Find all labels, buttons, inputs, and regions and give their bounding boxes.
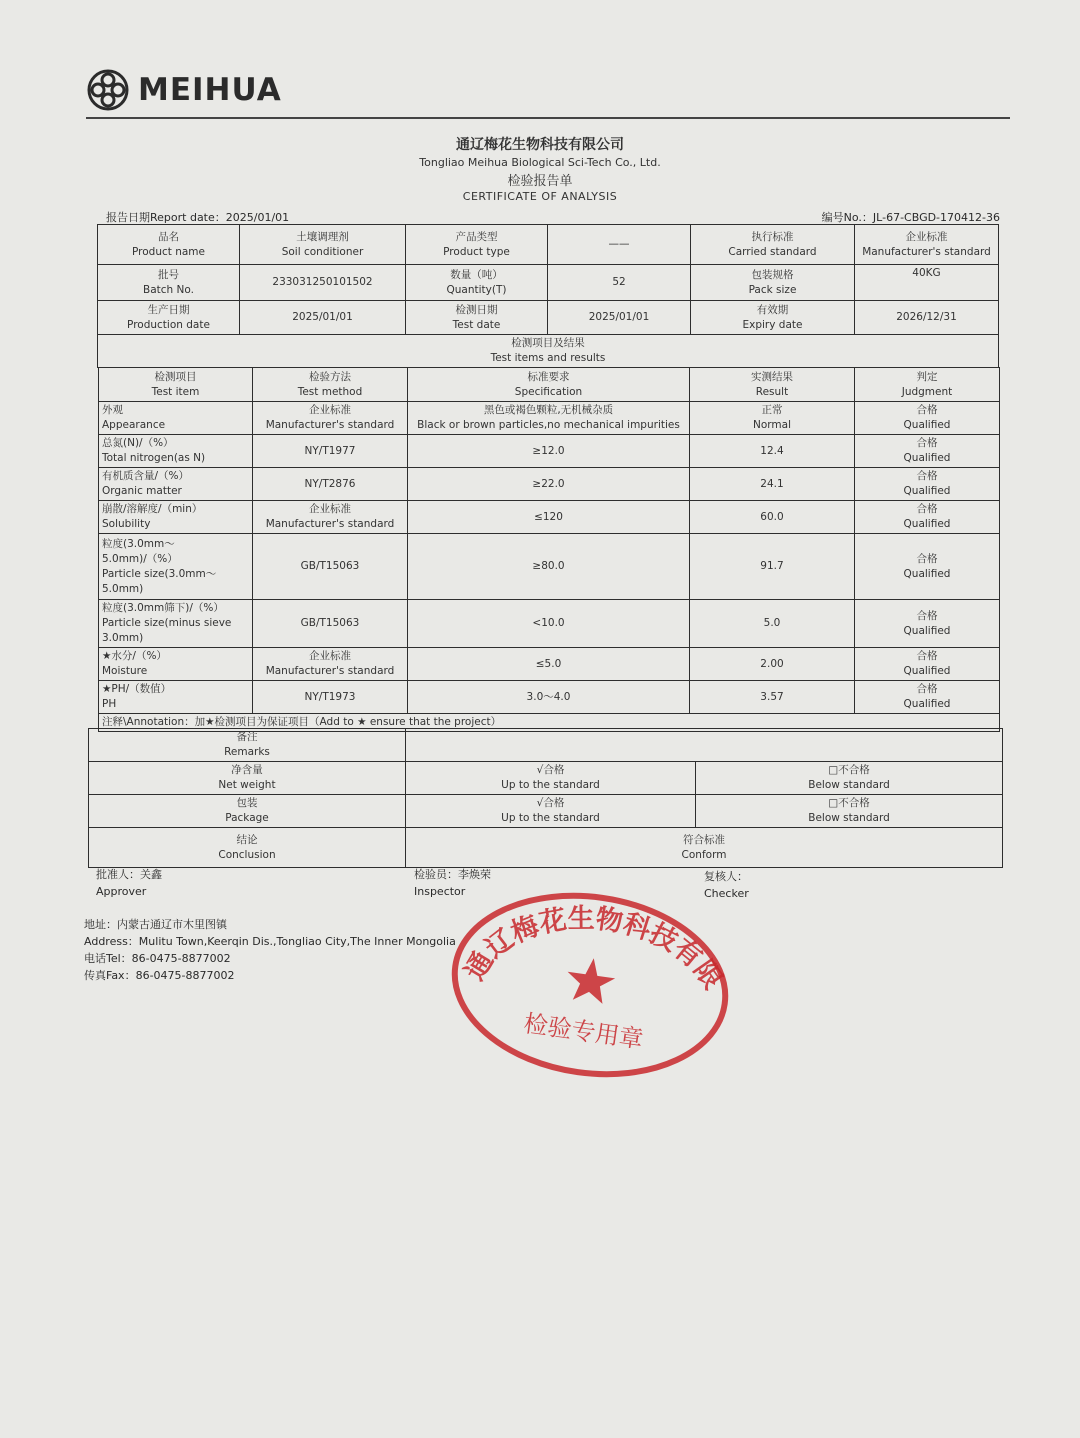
star-icon bbox=[564, 955, 618, 1005]
result-cell-item: 总氮(N)/（%） Total nitrogen(as N) bbox=[99, 435, 253, 468]
col-header-judgment: 判定 Judgment bbox=[855, 368, 1000, 402]
result-cell-method: 企业标准 Manufacturer's standard bbox=[253, 402, 408, 435]
carried-standard-value: 企业标准 Manufacturer's standard bbox=[855, 225, 999, 265]
table-row bbox=[99, 501, 1000, 534]
result-cell-spec: ≥12.0 bbox=[408, 435, 690, 468]
table-row bbox=[99, 468, 1000, 501]
net-weight-label: 净含量 Net weight bbox=[89, 762, 406, 795]
result-cell-result: 12.4 bbox=[690, 435, 855, 468]
company-name-cn: 通辽梅花生物科技有限公司 bbox=[456, 137, 624, 153]
col-header-method: 检验方法 Test method bbox=[253, 368, 408, 402]
report-number: 编号No.：JL-67-CBGD-170412-36 bbox=[821, 211, 1000, 224]
result-cell-spec: <10.0 bbox=[408, 600, 690, 648]
result-cell-judg: 合格 Qualified bbox=[855, 600, 1000, 648]
result-cell-item: 粒度(3.0mm筛下)/（%） Particle size(minus sieve 3.0mm) bbox=[99, 600, 253, 648]
pack-size-value: 40KG bbox=[855, 265, 999, 301]
pack-size-label: 包装规格 Pack size bbox=[691, 265, 855, 301]
result-cell-method: GB/T15063 bbox=[253, 534, 408, 600]
result-cell-result: 60.0 bbox=[690, 501, 855, 534]
address-en: Address：Mulitu Town,Keerqin Dis.,Tongliao City,The Inner Mongolia bbox=[84, 935, 456, 948]
quantity-label: 数量（吨） Quantity(T) bbox=[406, 265, 548, 301]
result-cell-judg: 合格 Qualified bbox=[855, 402, 1000, 435]
doc-title-en: CERTIFICATE OF ANALYSIS bbox=[462, 190, 618, 203]
result-cell-method: NY/T1973 bbox=[253, 681, 408, 714]
result-cell-spec: 3.0～4.0 bbox=[408, 681, 690, 714]
stamp-inner-text: 检验专用章 bbox=[522, 1009, 645, 1054]
company-name-en: Tongliao Meihua Biological Sci-Tech Co., Ltd. bbox=[419, 156, 661, 169]
conclusion-value: 符合标准 Conform bbox=[406, 828, 1003, 868]
expiry-date-value: 2026/12/31 bbox=[855, 301, 999, 335]
product-type-value: —— bbox=[548, 225, 691, 265]
result-cell-item: ★PH/（数值） PH bbox=[99, 681, 253, 714]
batch-value: 233031250101502 bbox=[240, 265, 406, 301]
package-up: √合格 Up to the standard bbox=[406, 795, 696, 828]
header-divider bbox=[86, 117, 1010, 119]
result-cell-spec: ≤120 bbox=[408, 501, 690, 534]
quantity-value: 52 bbox=[548, 265, 691, 301]
test-date-label: 检测日期 Test date bbox=[406, 301, 548, 335]
result-cell-judg: 合格 Qualified bbox=[855, 648, 1000, 681]
carried-standard-label: 执行标准 Carried standard bbox=[691, 225, 855, 265]
result-cell-item: ★水分/（%） Moisture bbox=[99, 648, 253, 681]
result-cell-result: 3.57 bbox=[690, 681, 855, 714]
result-cell-result: 24.1 bbox=[690, 468, 855, 501]
test-results-table bbox=[98, 367, 1000, 732]
remarks-value bbox=[406, 729, 1003, 762]
fax: 传真Fax：86-0475-8877002 bbox=[84, 969, 235, 982]
table-row bbox=[99, 648, 1000, 681]
inspection-seal-stamp bbox=[440, 880, 740, 1090]
result-cell-spec: 黑色或褐色颗粒,无机械杂质 Black or brown particles,no mechanical impurities bbox=[408, 402, 690, 435]
stamp-outer-text: 通辽梅花生物科技有限公司 bbox=[459, 903, 729, 995]
col-header-result: 实测结果 Result bbox=[690, 368, 855, 402]
result-cell-item: 粒度(3.0mm～ 5.0mm)/（%） Particle size(3.0mm～ 5.0mm) bbox=[99, 534, 253, 600]
svg-text:通辽梅花生物科技有限公司 bbox=[440, 880, 740, 1019]
result-cell-item: 崩散/溶解度/（min） Solubility bbox=[99, 501, 253, 534]
inspector: 检验员：李焕荣 Inspector bbox=[414, 868, 491, 898]
col-header-spec: 标准要求 Specification bbox=[408, 368, 690, 402]
result-cell-result: 正常 Normal bbox=[690, 402, 855, 435]
product-info-table bbox=[97, 224, 999, 368]
result-cell-judg: 合格 Qualified bbox=[855, 534, 1000, 600]
result-cell-result: 91.7 bbox=[690, 534, 855, 600]
batch-label: 批号 Batch No. bbox=[98, 265, 240, 301]
result-cell-method: GB/T15063 bbox=[253, 600, 408, 648]
address-block bbox=[84, 916, 456, 984]
report-date: 报告日期Report date：2025/01/01 bbox=[106, 211, 290, 224]
result-cell-judg: 合格 Qualified bbox=[855, 501, 1000, 534]
result-cell-method: 企业标准 Manufacturer's standard bbox=[253, 648, 408, 681]
approver: 批准人：关鑫 Approver bbox=[96, 868, 162, 898]
table-row bbox=[99, 534, 1000, 600]
production-date-label: 生产日期 Production date bbox=[98, 301, 240, 335]
col-header-item: 检测项目 Test item bbox=[99, 368, 253, 402]
logo-wordmark: MEIHUA bbox=[138, 72, 282, 108]
result-cell-spec: ≥22.0 bbox=[408, 468, 690, 501]
result-cell-method: NY/T2876 bbox=[253, 468, 408, 501]
remarks-label: 备注 Remarks bbox=[89, 729, 406, 762]
conclusion-table bbox=[88, 728, 1003, 868]
net-weight-up: √合格 Up to the standard bbox=[406, 762, 696, 795]
production-date-value: 2025/01/01 bbox=[240, 301, 406, 335]
product-type-label: 产品类型 Product type bbox=[406, 225, 548, 265]
result-cell-spec: ≥80.0 bbox=[408, 534, 690, 600]
result-cell-item: 外观 Appearance bbox=[99, 402, 253, 435]
doc-title-cn: 检验报告单 bbox=[507, 174, 573, 189]
product-name-value: 土壤调理剂 Soil conditioner bbox=[240, 225, 406, 265]
address-cn: 地址：内蒙古通辽市木里图镇 bbox=[84, 918, 227, 931]
result-cell-spec: ≤5.0 bbox=[408, 648, 690, 681]
package-below: □不合格 Below standard bbox=[696, 795, 1003, 828]
telephone: 电话Tel：86-0475-8877002 bbox=[84, 952, 231, 965]
table-row bbox=[99, 435, 1000, 468]
meihua-flower-icon bbox=[86, 68, 130, 112]
expiry-date-label: 有效期 Expiry date bbox=[691, 301, 855, 335]
checker: 复核人： Checker bbox=[704, 870, 749, 900]
result-cell-result: 5.0 bbox=[690, 600, 855, 648]
table-row bbox=[99, 402, 1000, 435]
section-title: 检测项目及结果 Test items and results bbox=[98, 335, 999, 368]
result-cell-item: 有机质含量/（%） Organic matter bbox=[99, 468, 253, 501]
table-row bbox=[99, 681, 1000, 714]
package-label: 包装 Package bbox=[89, 795, 406, 828]
results-header-row bbox=[99, 368, 1000, 402]
result-cell-judg: 合格 Qualified bbox=[855, 435, 1000, 468]
net-weight-below: □不合格 Below standard bbox=[696, 762, 1003, 795]
product-name-label: 品名 Product name bbox=[98, 225, 240, 265]
result-cell-judg: 合格 Qualified bbox=[855, 681, 1000, 714]
result-cell-method: 企业标准 Manufacturer's standard bbox=[253, 501, 408, 534]
company-logo bbox=[86, 64, 282, 116]
test-date-value: 2025/01/01 bbox=[548, 301, 691, 335]
result-cell-judg: 合格 Qualified bbox=[855, 468, 1000, 501]
result-cell-result: 2.00 bbox=[690, 648, 855, 681]
result-cell-method: NY/T1977 bbox=[253, 435, 408, 468]
table-row bbox=[99, 600, 1000, 648]
conclusion-label: 结论 Conclusion bbox=[89, 828, 406, 868]
annotation: 注释\Annotation：加★检测项目为保证项目（Add to ★ ensure that the project） bbox=[99, 714, 1000, 732]
